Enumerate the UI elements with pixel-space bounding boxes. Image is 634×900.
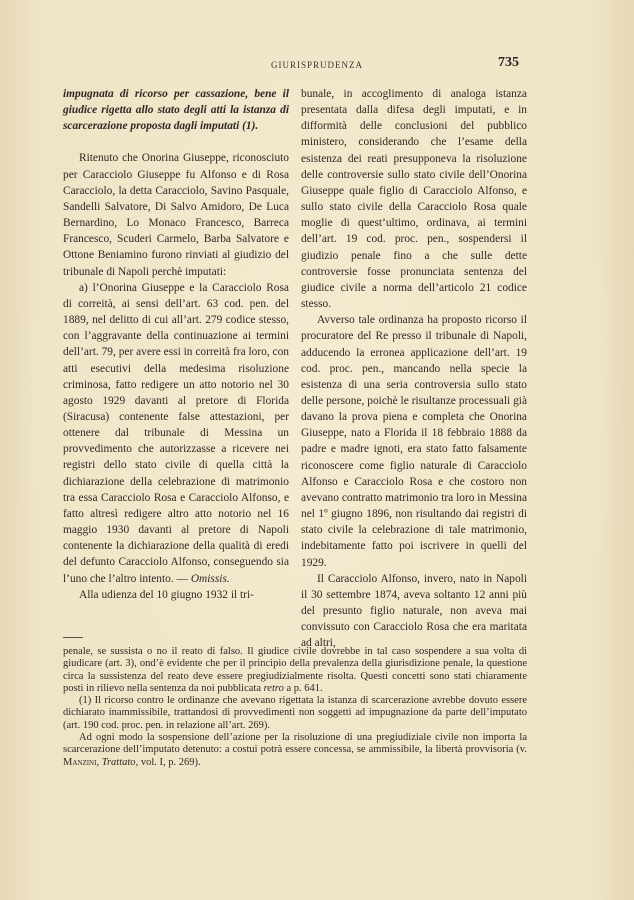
footnote-continuation-text: penale, se sussista o no il reato di falso. Il giudice civile dovrebbe in tal caso sospendere a sua volta di giudicare (art. 3), ond’è evidente che per il principio della prevalenza della giurisdizione penale, la questione circa la sussistenza del reato deve essere pregiudizialmente risolta. Questi concetti sono stati chiaramente posti in rilievo nella sentenza da noi pubblicata (63, 646, 527, 694)
left-paragraph-2 (63, 280, 289, 587)
footnote-2-text: Ad ogni modo la sospensione dell’azione per la risoluzione di una pregiudiziale civile non importa la scarcerazione dell’imputato detenuto: a costui potrà essere concessa, se ammissibile, la libertà provvisoria (v. (63, 732, 527, 756)
footnotes (63, 646, 527, 769)
footnote-continuation-end: a p. 641. (286, 682, 323, 694)
right-paragraph-1: bunale, in accoglimento di analoga istanza presentata dalla difesa degli imputati, e in difformità delle conclusioni del pubblico ministero, considerando che l’esame della esistenza dei reati presupponeva la risoluzione delle controversie sullo stato civile dell’Onorina Giuseppe quale figlio di Caracciolo Alfonso, e sullo stato civile della Caracciolo Rosa quale moglie di quest’ultimo, ordinava, ai termini dell’art. 19 cod. proc. pen., sospendersi il giudizio penale fino a che sulle dette controversie fosse pronunciata sentenza del giudice civile a norma dell’articolo 21 codice stesso. (301, 88, 527, 311)
left-column (63, 86, 289, 603)
left-paragraph-3: Alla udienza del 10 giugno 1932 il tri- (79, 588, 254, 601)
footnote-2-work: Trattato (101, 756, 136, 768)
footnote-continuation-italic: retro (263, 682, 284, 694)
left-paragraph-1: Ritenuto che Onorina Giuseppe, riconosciuto per Caracciolo Giuseppe fu Alfonso e di Rosa Caracciolo, la detta Caracciolo, Savino Pasquale, Sandelli Salvatore, Di Salvo Amidoro, De Luca Bernardino, Lo Monaco Francesco, Barreca Francesco, Scuderi Carmelo, Barba Salvatore e Ottone Beniamino furono rinviati al giudizio del tribunale di Napoli perchè imputati: (63, 152, 289, 278)
right-paragraph-2: Avverso tale ordinanza ha proposto ricorso il procuratore del Re presso il tribunale di Napoli, adducendo la erronea applicazione dell’art. 19 cod. proc. pen., mancando nella specie la esistenza di una seria controversia sullo stato delle persone, poichè le risultanze processuali già davano la prova piena e completa che Onorina Giuseppe, nato a Florida il 18 febbraio 1888 da padre e madre ignoti, era stato fatto falsamente riconoscere come figlio naturale di Caracciolo Alfonso e Caracciolo Rosa e che costoro non avevano contratto matrimonio tra loro in Messina nel 1º giugno 1896, non risultando dai registri di stato civile la celebrazione di tale matrimonio, indebitamente fatto poi iscrivere in quelli del 1929. (301, 314, 527, 569)
footnote-2-end: , vol. I, p. 269). (135, 756, 201, 768)
footnote-1: (1) Il ricorso contro le ordinanze che avevano rigettata la istanza di scarcerazione avrebbe dovuto essere dichiarato inammissibile, trattandosi di provvedimenti non soggetti ad impugnazione da parte dell’imputato (art. 190 cod. proc. pen. in relazione all’art. 269). (63, 695, 527, 731)
right-paragraph-3: Il Caracciolo Alfonso, invero, nato in Napoli il 30 settembre 1874, aveva soltanto 12 anni più del presunto figlio naturale, non aveva mai convissuto con Caracciolo Rosa che era maritata ad altri, (301, 572, 527, 650)
footnote-2: Ad ogni modo la sospensione dell’azione per la risoluzione di una pregiudiziale civile non importa la scarcerazione dell’imputato detenuto: a costui potrà essere concessa, se ammissibile, la libertà provvisoria (v. Manzini, Trattato, vol. I, p. 269). (63, 732, 527, 768)
omissis-label: Omissis. (190, 572, 230, 585)
footnote-divider (63, 637, 83, 638)
running-header: GIURISPRUDENZA (270, 60, 363, 70)
footnote-2-author: Manzini (63, 756, 97, 768)
case-rubric: impugnata di ricorso per cassazione, bene il giudice rigetta allo stato degli atti la istanza di scarcerazione proposta dagli imputati (1). (63, 88, 289, 133)
footnote-continuation (63, 646, 527, 695)
right-column (301, 86, 527, 651)
left-paragraph-2-text: a) l’Onorina Giuseppe e la Caracciolo Rosa di correità, ai sensi dell’art. 63 cod. pen. del 1889, nel delitto di cui all’art. 279 codice stesso, con l’aggravante della continuazione ai termini dell’art. 79, per avere essi in correità fra loro, con atti esecutivi della medesima risoluzione criminosa, fatto redigere un atto notorio nel 30 agosto 1929 davanti al pretore di Florida (Siracusa) contenente false attestazioni, per ottenere dal tribunale di Messina un provvedimento che autorizzasse a ricevere nei registri dello stato civile di quella città la dichiarazione della celebrazione di matrimonio tra essa Caracciolo Rosa e Caracciolo Alfonso, e fatto altresì redigere altro atto notorio nel 16 maggio 1930 davanti al pretore di Napoli contenente la dichiarazione della qualità di eredi del defunto Caracciolo Alfonso, conseguendo sia l’uno che l’altro intento. — (63, 281, 289, 585)
page-number: 735 (498, 55, 519, 70)
